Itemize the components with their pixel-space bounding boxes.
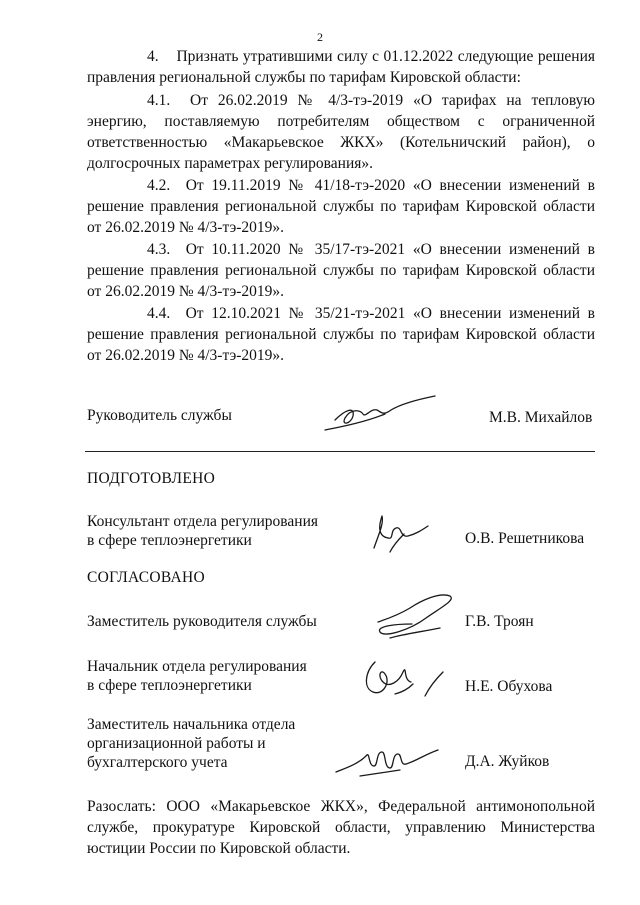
agreed-person-2-name: Н.Е. Обухова	[465, 678, 553, 695]
prepared-title	[87, 512, 318, 550]
head-name: М.В. Михайлов	[489, 409, 593, 426]
agreed-person-3-title-line2: организационной работы и	[87, 735, 266, 752]
agreed-person-3-signature	[330, 736, 450, 786]
agreed-person-2-title	[87, 657, 307, 695]
prepared-title-line1: Консультант отдела регулирования	[87, 513, 319, 530]
separator-line	[85, 451, 595, 452]
agreed-person-2-title-line1: Начальник отдела регулирования	[87, 658, 307, 675]
agreed-person-3-title-line3: бухгалтерского учета	[87, 754, 228, 771]
page-number: 2	[317, 30, 323, 44]
prepared-title-line2: в сфере теплоэнергетики	[87, 532, 252, 549]
prepared-name: О.В. Решетникова	[465, 530, 585, 547]
distribution-list: Разослать: ООО «Макарьевское ЖКХ», Федеральной антимонопольной службе, прокуратуре Кировской области, управлению Министерства юстиции России по Кировской области.	[87, 798, 595, 857]
agreed-person-2-title-line2: в сфере теплоэнергетики	[87, 677, 252, 694]
agreed-person-2-signature	[355, 652, 465, 704]
agreed-person-3-name: Д.А. Жуйков	[465, 753, 550, 770]
item-4: 4. Признать утратившими силу с 01.12.2022 следующие решения правления региональной службы по тарифам Кировской области:	[87, 48, 595, 86]
item-4-2: 4.2. От 19.11.2019 № 41/18-тэ-2020 «О внесении изменений в решение правления региональной службы по тарифам Кировской области от 26.02.2019 № 4/3-тэ-2019».	[87, 177, 595, 236]
agreed-person-1-signature	[370, 588, 460, 648]
agreed-heading: СОГЛАСОВАНО	[87, 569, 206, 586]
item-4-4: 4.4. От 12.10.2021 № 35/21-тэ-2021 «О внесении изменений в решение правления региональной службы по тарифам Кировской области от 26.02.2019 № 4/3-тэ-2019».	[87, 305, 595, 364]
item-4-3: 4.3. От 10.11.2020 № 35/17-тэ-2021 «О внесении изменений в решение правления региональной службы по тарифам Кировской области от 26.02.2019 № 4/3-тэ-2019».	[87, 241, 595, 300]
prepared-heading: ПОДГОТОВЛЕНО	[87, 470, 216, 487]
prepared-signature	[360, 508, 440, 558]
agreed-person-3-title-line1: Заместитель начальника отдела	[87, 716, 296, 733]
item-4-1: 4.1. От 26.02.2019 № 4/3-тэ-2019 «О тарифах на тепловую энергию, поставляемую потребителям обществом с ограниченной ответственностью «Макарьевское ЖКХ» (Котельничский район), о долгосрочных параметрах регулирования».	[87, 92, 595, 172]
head-title: Руководитель службы	[87, 407, 232, 424]
agreed-person-3-title	[87, 715, 295, 772]
agreed-person-1-name: Г.В. Троян	[465, 613, 534, 630]
head-signature	[305, 392, 465, 452]
agreed-person-1-title: Заместитель руководителя службы	[87, 613, 317, 630]
